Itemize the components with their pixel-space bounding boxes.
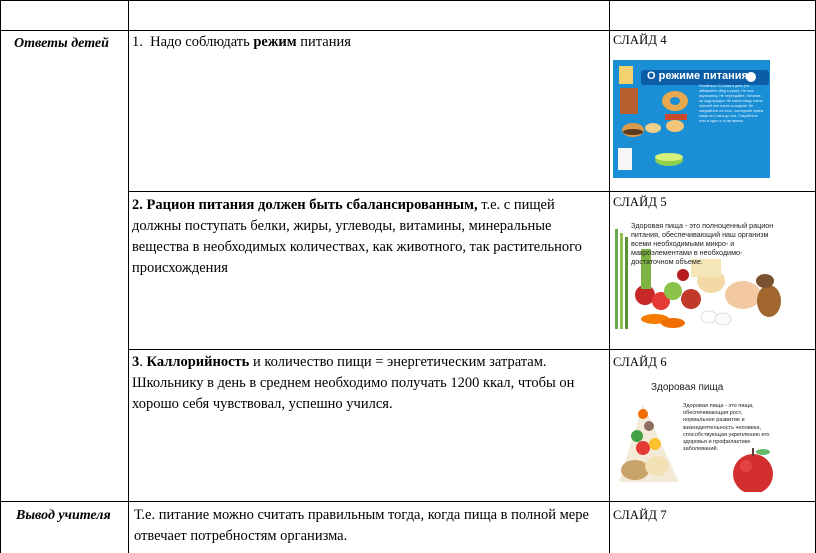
answer-1-text (132, 32, 602, 53)
slide-5-thumbnail (613, 219, 785, 341)
answer-3-sep: . (139, 354, 147, 370)
answer-2-text (132, 195, 602, 279)
slide-4-label: СЛАЙД 4 (613, 33, 667, 47)
answer-1-pre: Надо соблюдать (150, 34, 254, 50)
table-row-divider (0, 30, 816, 31)
slide-5-label: СЛАЙД 5 (613, 195, 667, 209)
slide-7-label: СЛАЙД 7 (613, 508, 667, 522)
slide-6-description: Здоровая пища - это пища, обеспечивающая рост, нормальное развитие и жизнедеятельность человека, способствующая укреплению его здоровья и профилактике заболеваний. (683, 403, 770, 453)
answer-1-number: 1. (132, 34, 143, 50)
slide-5-caption: Здоровая пища - это полноценный рацион питания, обеспечивающий наш организм всеми необходимыми микро- и макроэлементами в необходимо-достаточном объеме. (631, 221, 774, 266)
answer-3-number: 3 (132, 354, 140, 370)
children-answers-label: Ответы детей (14, 36, 109, 51)
table-col-divider (609, 0, 610, 553)
answer-1-post: питания (296, 34, 351, 50)
slide-6-thumbnail (613, 374, 788, 492)
table-col-divider (128, 0, 129, 553)
slide-4-bullets: Питайтесь 3-4 раза в день (не забывайте обед и ужин). Не ешь всухомятку. Не переедайте. Питание на ходу вредно. Не ешьте пищу очень горячей или очень холодной. Не наедайтесь на ночь, последний прием пищи за 2 часа до сна. Старайтесь есть в одно и то же время. (699, 84, 764, 123)
table-border-top (0, 0, 816, 1)
answer-3-post: и количество пищи = энергетическим затратам. Школьнику в день в среднем необходимо получать 1200 ккал, чтобы он хорошо себя чувствовал, успешно учился. (132, 354, 575, 412)
table-row-divider (128, 191, 816, 192)
slide-4-thumbnail (613, 60, 770, 178)
table-border-left (0, 0, 1, 553)
teacher-conclusion-label: Вывод учителя (16, 508, 111, 523)
answer-1-bold: режим (253, 34, 297, 50)
table-row-divider (128, 349, 816, 350)
answer-2-post: т.е. с пищей должны поступать белки, жиры, углеводы, витамины, минеральные вещества в необходимых количествах, как животного, так растительного происхождения (132, 197, 582, 276)
slide-6-label: СЛАЙД 6 (613, 355, 667, 369)
answer-3-text (132, 352, 602, 415)
teacher-conclusion-text: Т.е. питание можно считать правильным тогда, когда пища в полной мере отвечает потребностям организма. (134, 507, 589, 544)
slide-6-title: Здоровая пища (651, 382, 724, 393)
slide-4-title: О режиме питания (647, 70, 748, 82)
answer-3-bold: Каллорийность (146, 354, 250, 370)
table-row-divider (0, 501, 816, 502)
answer-2-bold: 2. Рацион питания должен быть сбалансированным, (132, 197, 478, 213)
